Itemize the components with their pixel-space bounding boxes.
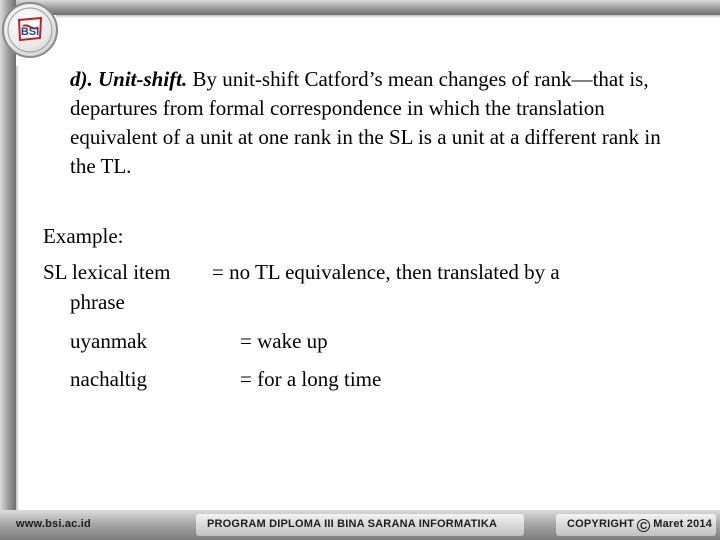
logo-text: BSI <box>20 26 40 38</box>
footer-copyright <box>567 518 712 532</box>
copyright-date: Maret 2014 <box>653 518 713 530</box>
unit-shift-paragraph <box>70 65 690 181</box>
panel-shadow-top <box>56 15 720 18</box>
logo-emblem-icon <box>4 4 56 56</box>
example-label: Example: <box>43 224 124 248</box>
example-word: nachaltig <box>70 367 147 391</box>
bsi-logo <box>2 2 58 58</box>
top-frame-bar <box>0 0 720 15</box>
paragraph-body: By unit-shift Catford’s mean changes of rank—that is, departures from formal correspondence in which the translation equivalent of a unit at one rank in the SL is a unit at a different rank in the TL. <box>70 67 661 178</box>
footer-bar <box>0 510 720 540</box>
footer-website: www.bsi.ac.id <box>16 518 91 530</box>
sl-item-equivalence: = no TL equivalence, then translated by a <box>212 260 560 284</box>
example-meaning: = wake up <box>240 329 328 353</box>
sl-item-continuation: phrase <box>70 290 125 314</box>
example-word: uyanmak <box>70 329 147 353</box>
copyright-word: COPYRIGHT <box>567 518 635 530</box>
footer-program: PROGRAM DIPLOMA III BINA SARANA INFORMATIKA <box>207 518 498 530</box>
sl-item-label: SL lexical item <box>43 260 171 284</box>
example-meaning: = for a long time <box>240 367 382 391</box>
paragraph-lead: d). Unit-shift. <box>70 67 188 91</box>
panel-shadow-left <box>16 66 19 510</box>
left-frame-bar <box>0 0 16 540</box>
copyright-icon: C <box>637 519 650 532</box>
